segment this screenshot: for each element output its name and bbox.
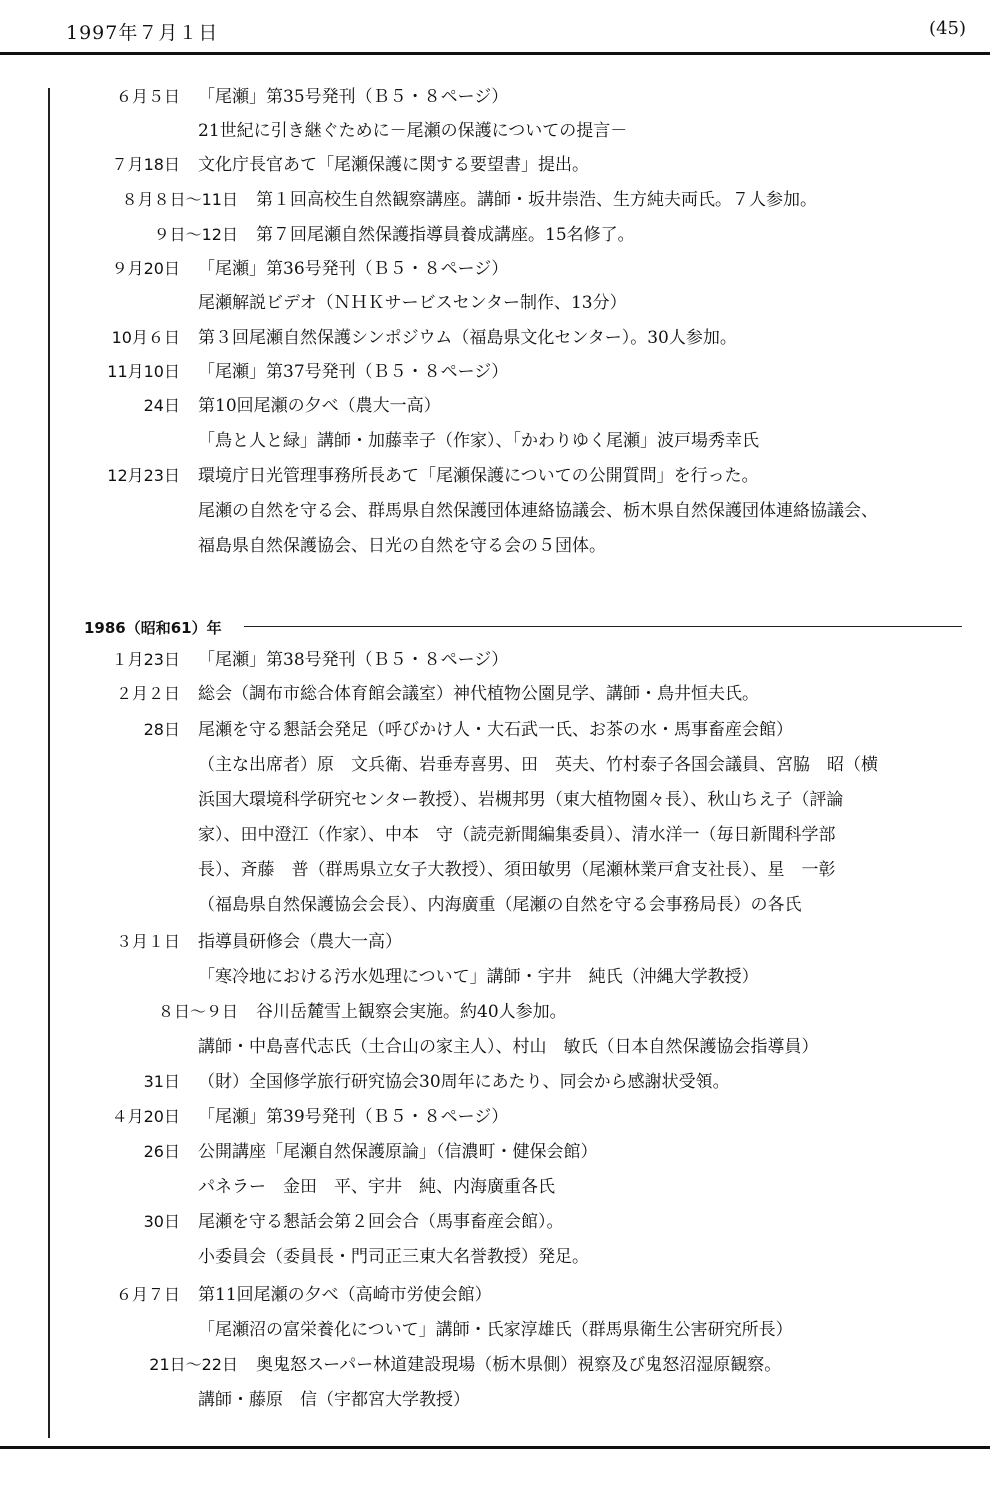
entry-text: （主な出席者）原 文兵衛、岩垂寿喜男、田 英夫、竹村泰子各国会議員、宮脇 昭（横: [198, 755, 878, 775]
entry-date: 11月10日: [107, 362, 180, 381]
entry-text: 家）、田中澄江（作家）、中本 守（読売新聞編集委員）、清水洋一（毎日新聞科学部: [198, 825, 836, 845]
chronology-entry: [0, 713, 990, 747]
chronology-entry: [0, 1100, 990, 1134]
entry-date: 26日: [143, 1142, 180, 1161]
chronology-entry: [0, 643, 990, 677]
entry-date: 21日～22日: [149, 1355, 238, 1374]
entry-date: ９日～12日: [153, 225, 238, 244]
chronology-entry: [0, 80, 990, 114]
chronology-entry: [0, 494, 990, 528]
entry-text: 小委員会（委員長・門司正三東大名誉教授）発足。: [198, 1247, 589, 1267]
chronology-entry: [0, 783, 990, 817]
chronology-entry: [0, 1170, 990, 1204]
chronology-entry: [0, 748, 990, 782]
entry-text: 「尾瀬」第36号発刊（Ｂ５・８ページ）: [198, 259, 509, 279]
chronology-entry: [0, 888, 990, 922]
entry-date: ８月８日～11日: [121, 190, 238, 209]
entry-text: 福島県自然保護協会、日光の自然を守る会の５団体。: [198, 536, 606, 556]
entry-date: 12月23日: [107, 466, 180, 485]
entry-text: 第７回尾瀬自然保護指導員養成講座。15名修了。: [256, 225, 635, 245]
entry-text: 文化庁長官あて「尾瀬保護に関する要望書」提出。: [198, 155, 589, 175]
chronology-entry: [0, 1240, 990, 1274]
year-heading-1986: 1986（昭和61）年: [84, 619, 222, 637]
chronology-entry: [0, 1313, 990, 1347]
entry-text: 「尾瀬」第38号発刊（Ｂ５・８ページ）: [198, 650, 509, 670]
header-rule: [0, 52, 990, 55]
entry-text: 長）、斉藤 普（群馬県立女子大教授）、須田敏男（尾瀬林業戸倉支社長）、星 一彰: [198, 860, 836, 880]
entry-date: 24日: [143, 396, 180, 415]
chronology-entry: [0, 1348, 990, 1382]
entry-text: 「尾瀬」第37号発刊（Ｂ５・８ページ）: [198, 362, 509, 382]
entry-text: 21世紀に引き継ぐために－尾瀬の保護についての提言－: [198, 121, 628, 141]
chronology-entry: [0, 818, 990, 852]
chronology-entry: [0, 995, 990, 1029]
chronology-entry: [0, 148, 990, 182]
entry-date: ８日～９日: [157, 1002, 238, 1021]
chronology-entry: [0, 1065, 990, 1099]
chronology-entry: [0, 1030, 990, 1064]
entry-text: 総会（調布市総合体育館会議室）神代植物公園見学、講師・鳥井恒夫氏。: [198, 684, 759, 704]
chronology-entry: [0, 424, 990, 458]
entry-date: ９月20日: [111, 259, 180, 278]
entry-text: 「鳥と人と緑」講師・加藤幸子（作家）、「かわりゆく尾瀬」波戸場秀幸氏: [198, 431, 759, 451]
entry-date: ３月１日: [115, 932, 180, 951]
entry-date: ２月２日: [115, 684, 180, 703]
chronology-entry: [0, 389, 990, 423]
chronology-entry: [0, 183, 990, 217]
chronology-entry: [0, 960, 990, 994]
entry-date: 31日: [143, 1072, 180, 1091]
entry-text: 講師・中島喜代志氏（土合山の家主人）、村山 敏氏（日本自然保護協会指導員）: [198, 1037, 819, 1057]
chronology-entry: [0, 529, 990, 563]
chronology-entry: [0, 252, 990, 286]
chronology-entry: [0, 355, 990, 389]
year-heading-rule: [244, 626, 962, 627]
entry-text: （福島県自然保護協会会長）、内海廣重（尾瀬の自然を守る会事務局長）の各氏: [198, 895, 802, 915]
issue-date: 1997年７月１日: [66, 22, 219, 44]
entry-date: ６月７日: [115, 1285, 180, 1304]
chronology-entry: [0, 459, 990, 493]
entry-text: 第３回尾瀬自然保護シンポジウム（福島県文化センター）。30人参加。: [198, 328, 737, 348]
chronology-entry: [0, 1278, 990, 1312]
entry-text: 尾瀬の自然を守る会、群馬県自然保護団体連絡協議会、栃木県自然保護団体連絡協議会、: [198, 501, 878, 521]
entry-date: ４月20日: [111, 1107, 180, 1126]
chronology-entry: [0, 1205, 990, 1239]
entry-text: パネラー 金田 平、宇井 純、内海廣重各氏: [198, 1177, 555, 1197]
chronology-entry: [0, 853, 990, 887]
entry-date: ７月18日: [111, 155, 180, 174]
entry-text: 浜国大環境科学研究センター教授）、岩槻邦男（東大植物園々長）、秋山ちえ子（評論: [198, 790, 844, 810]
chronology-entry: [0, 677, 990, 711]
entry-text: 「寒冷地における汚水処理について」講師・宇井 純氏（沖縄大学教授）: [198, 967, 759, 987]
chronology-entry: [0, 218, 990, 252]
chronology-entry: [0, 321, 990, 355]
entry-text: 奥鬼怒スーパー林道建設現場（栃木県側）視察及び鬼怒沼湿原観察。: [256, 1355, 782, 1375]
entry-text: 講師・藤原 信（宇都宮大学教授）: [198, 1390, 470, 1410]
page-number: (45): [929, 18, 966, 39]
entry-text: （財）全国修学旅行研究協会30周年にあたり、同会から感謝状受領。: [198, 1072, 730, 1092]
entry-text: 「尾瀬沼の富栄養化について」講師・氏家淳雄氏（群馬県衛生公害研究所長）: [198, 1320, 793, 1340]
entry-text: 第11回尾瀬の夕べ（高崎市労使会館）: [198, 1285, 492, 1305]
entry-text: 環境庁日光管理事務所長あて「尾瀬保護についての公開質問」を行った。: [198, 466, 759, 486]
entry-date: 10月６日: [111, 328, 180, 347]
chronology-entry: [0, 286, 990, 320]
chronology-entry: [0, 114, 990, 148]
footer-rule: [0, 1446, 990, 1449]
entry-text: 「尾瀬」第39号発刊（Ｂ５・８ページ）: [198, 1107, 509, 1127]
entry-text: 尾瀬を守る懇話会第２回会合（馬事畜産会館）。: [198, 1212, 564, 1232]
entry-date: １月23日: [111, 650, 180, 669]
entry-text: 指導員研修会（農大一高）: [198, 932, 402, 952]
entry-text: 第10回尾瀬の夕べ（農大一高）: [198, 396, 441, 416]
chronology-entry: [0, 1383, 990, 1417]
entry-text: 尾瀬を守る懇話会発足（呼びかけ人・大石武一氏、お茶の水・馬事畜産会館）: [198, 720, 793, 740]
entry-text: 「尾瀬」第35号発刊（Ｂ５・８ページ）: [198, 87, 509, 107]
chronology-entry: [0, 925, 990, 959]
entry-date: 28日: [143, 720, 180, 739]
entry-date: ６月５日: [115, 87, 180, 106]
entry-text: 第１回高校生自然観察講座。講師・坂井崇浩、生方純夫両氏。７人参加。: [256, 190, 817, 210]
entry-text: 谷川岳麓雪上観察会実施。約40人参加。: [256, 1002, 567, 1022]
entry-text: 公開講座「尾瀬自然保護原論」（信濃町・健保会館）: [198, 1142, 598, 1162]
entry-text: 尾瀬解説ビデオ（ＮＨＫサービスセンター制作、13分）: [198, 293, 627, 313]
entry-date: 30日: [143, 1212, 180, 1231]
chronology-entry: [0, 1135, 990, 1169]
